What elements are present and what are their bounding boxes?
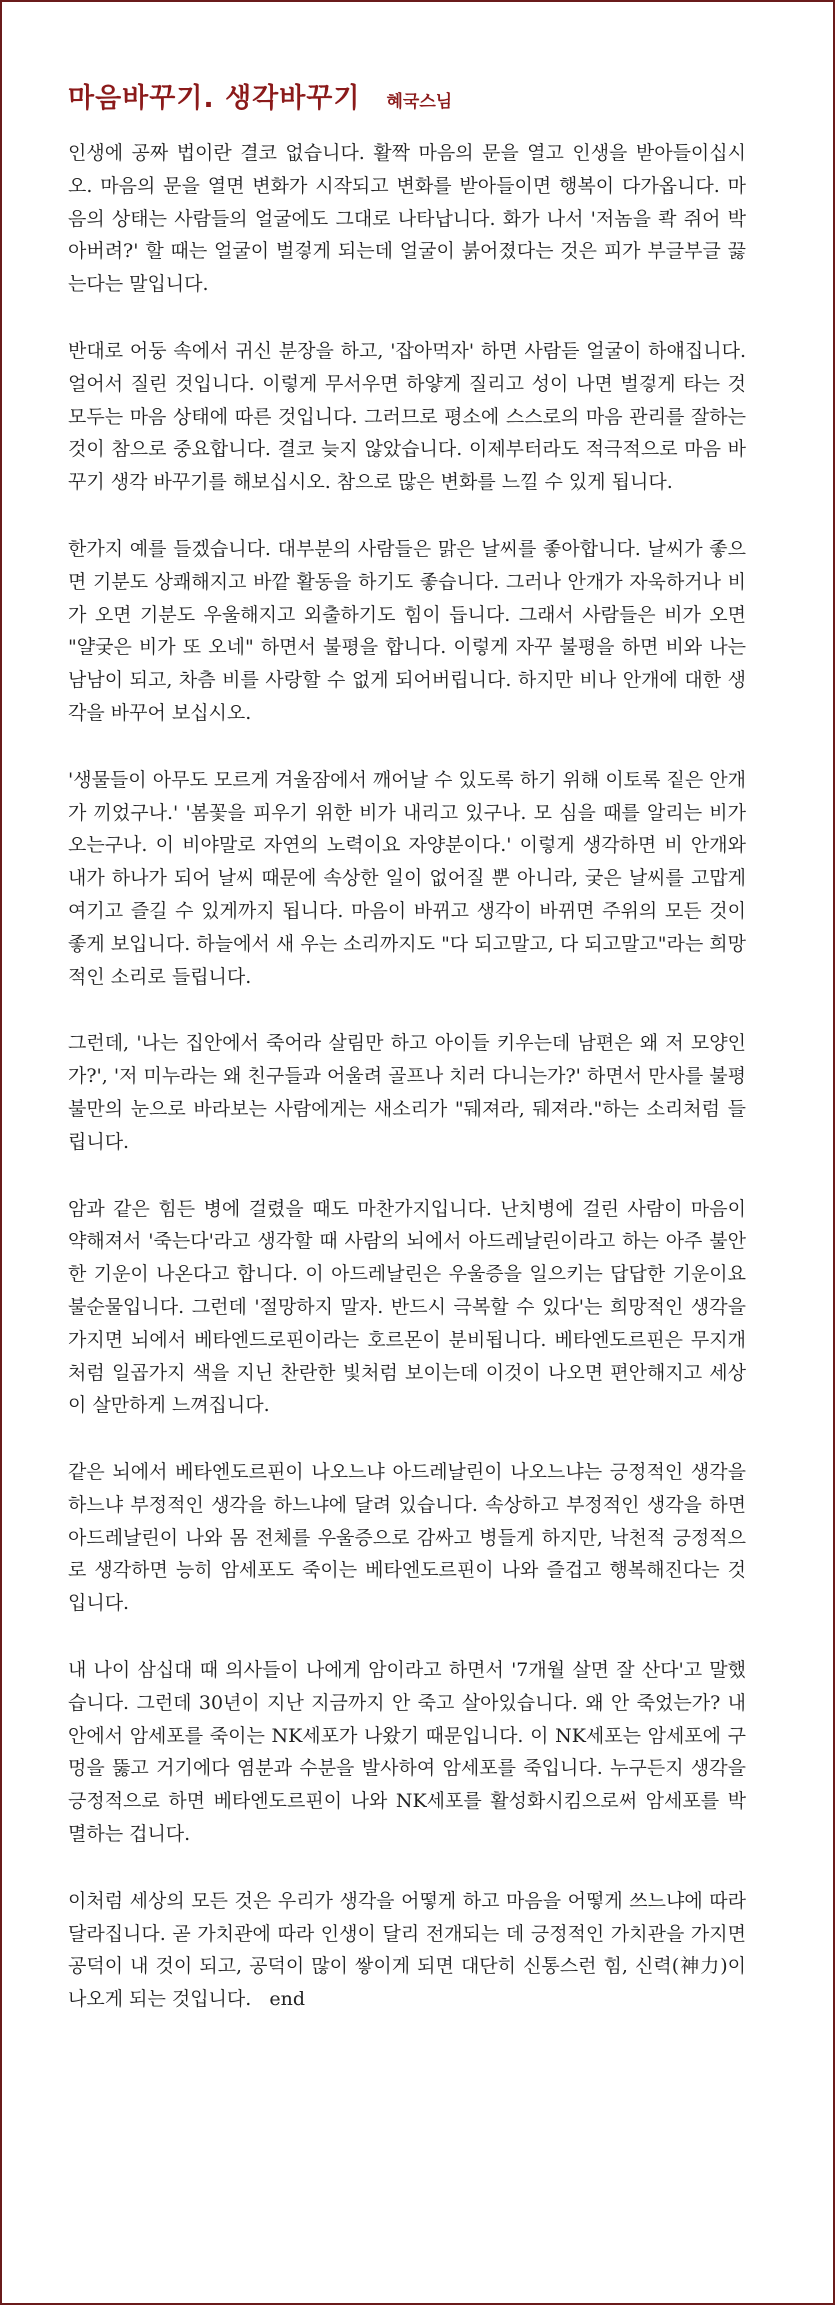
paragraph: 내 나이 삼십대 때 의사들이 나에게 암이라고 하면서 '7개월 살면 잘 산다'고 말했습니다. 그런데 30년이 지난 지금까지 안 죽고 살아있습니다. 왜 안 죽었는가? 내 안에서 암세포를 죽이는 NK세포가 나왔기 때문입니다. 이 NK세포는 암세포에 구멍을 뚫고 거기에다 염분과 수분을 발사하여 암세포를 죽입니다. 누구든지 생각을 긍정적으로 하면 베타엔도르핀이 나와 NK세포를 활성화시킴으로써 암세포를 박멸하는 겁니다.: [68, 1659, 746, 1846]
article-body: [68, 137, 746, 2050]
paragraph: 인생에 공짜 법이란 결코 없습니다. 활짝 마음의 문을 열고 인생을 받아들이십시오. 마음의 문을 열면 변화가 시작되고 변화를 받아들이면 행복이 다가옵니다. 마음의 상태는 사람들의 얼굴에도 그대로 나타납니다. 화가 나서 '저놈을 콱 쥐어 박아버려?' 할 때는 얼굴이 벌겋게 되는데 얼굴이 붉어졌다는 것은 피가 부글부글 끓는다는 말입니다.: [68, 142, 746, 296]
paragraph: 반대로 어둥 속에서 귀신 분장을 하고, '잡아먹자' 하면 사람듣 얼굴이 하얘집니다. 얼어서 질린 것입니다. 이렇게 무서우면 하얗게 질리고 성이 나면 벌겋게 타는 것 모두는 마음 상태에 따른 것입니다. 그러므로 평소에 스스로의 마음 관리를 잘하는 것이 참으로 중요합니다. 결코 늦지 않았습니다. 이제부터라도 적극적으로 마음 바꾸기 생각 바꾸기를 해보십시오. 참으로 많은 변화를 느낄 수 있게 됩니다.: [68, 339, 746, 494]
paragraph: 한가지 예를 들겠습니다. 대부분의 사람들은 맑은 날씨를 좋아합니다. 날씨가 좋으면 기분도 상쾌해지고 바깥 활동을 하기도 좋습니다. 그러나 안개가 자욱하거나 비가 오면 기분도 우울해지고 외출하기도 힘이 듭니다. 그래서 사람들은 비가 오면 "얄궂은 비가 또 오네" 하면서 불평을 합니다. 이렇게 자꾸 불평을 하면 비와 나는 남남이 되고, 차츰 비를 사랑할 수 없게 되어버립니다. 하지만 비나 안개에 대한 생각을 바꾸어 보십시오.: [68, 537, 746, 724]
paragraph: 그런데, '나는 집안에서 죽어라 살림만 하고 아이들 키우는데 남편은 왜 저 모양인가?', '저 미누라는 왜 친구들과 어울려 골프나 치러 다니는가?' 하면서 만사를 불평불만의 눈으로 바라보는 사람에게는 새소리가 "뒈져라, 뒈져라."하는 소리처럼 들립니다.: [68, 1032, 746, 1153]
paragraph: 같은 뇌에서 베타엔도르핀이 나오느냐 아드레날린이 나오느냐는 긍정적인 생각을 하느냐 부정적인 생각을 하느냐에 달려 있습니다. 속상하고 부정적인 생각을 하면 아드레날린이 나와 몸 전체를 우울증으로 감싸고 병들게 하지만, 낙천적 긍정적으로 생각하면 능히 암세포도 죽이는 베타엔도르핀이 나와 즐겁고 행복해진다는 것입니다.: [68, 1461, 746, 1615]
paragraph: 암과 같은 힘든 병에 걸렸을 때도 마찬가지입니다. 난치병에 걸린 사람이 마음이 약해져서 '죽는다'라고 생각할 때 사람의 뇌에서 아드레날린이라고 하는 아주 불안한 기운이 나온다고 합니다. 이 아드레날린은 우울증을 일으키는 답답한 기운이요 불순물입니다. 그런데 '절망하지 말자. 반드시 극복할 수 있다'는 희망적인 생각을 가지면 뇌에서 베타엔드로핀이라는 호르몬이 분비됩니다. 베타엔도르핀은 무지개처럼 일곱가지 색을 지닌 찬란한 빛처럼 보이는데 이것이 나오면 편안해지고 세상이 살만하게 느껴집니다.: [68, 1197, 746, 1417]
article-header: [68, 76, 452, 115]
article-author: 혜국스님: [386, 92, 453, 112]
paragraph: 이처럼 세상의 모든 것은 우리가 생각을 어떻게 하고 마음을 어떻게 쓰느냐에 따라 달라집니다. 곧 가치관에 따라 인생이 달리 전개되는 데 긍정적인 가치관을 가지면 공덕이 내 것이 되고, 공덕이 많이 쌓이게 되면 대단히 신통스런 힘, 신력(神力)이 나오게 되는 것입니다. end: [68, 1889, 746, 2011]
article-title: 마음바꾸기. 생각바꾸기: [68, 83, 361, 114]
paragraph: '생물들이 아무도 모르게 겨울잠에서 깨어날 수 있도록 하기 위해 이토록 짙은 안개가 끼었구나.' '봄꽃을 피우기 위한 비가 내리고 있구나. 모 심을 때를 알리는 비가 오는구나. 이 비야말로 자연의 노력이요 자양분이다.' 이렇게 생각하면 비 안개와 내가 하나가 되어 날씨 때문에 속상한 일이 없어질 뿐 아니라, 궂은 날씨를 고맙게 여기고 즐길 수 있게까지 됩니다. 마음이 바뀌고 생각이 바뀌면 주위의 모든 것이 좋게 보입니다. 하늘에서 새 우는 소리까지도 "다 되고말고, 다 되고말고"라는 희망적인 소리로 들립니다.: [68, 768, 746, 988]
